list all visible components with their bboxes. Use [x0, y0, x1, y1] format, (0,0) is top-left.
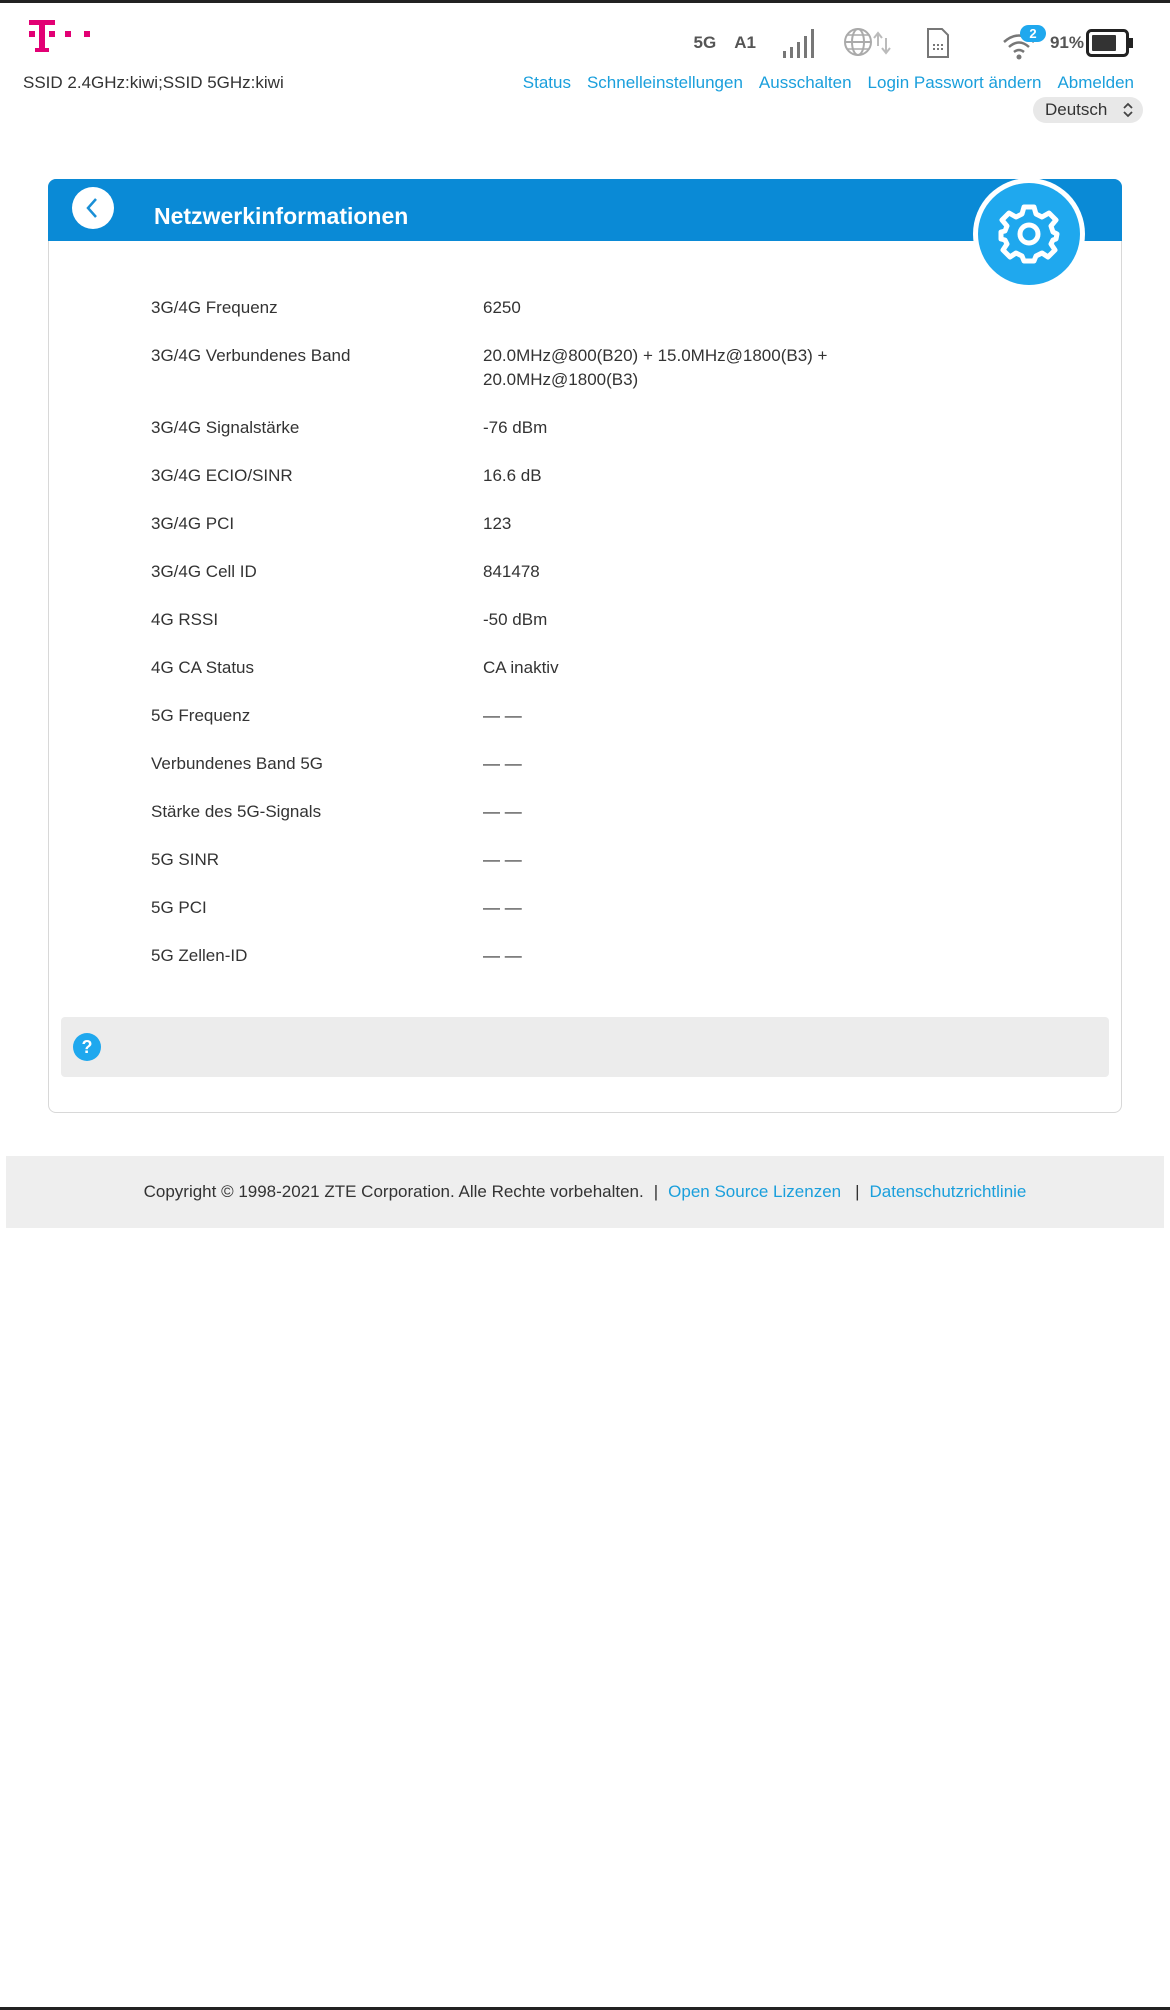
info-value: 16.6 dB: [483, 466, 542, 485]
nav-logout-link[interactable]: Abmelden: [1057, 73, 1134, 92]
info-row: [151, 704, 1051, 728]
battery-percent: 91%: [1049, 33, 1084, 52]
info-value: -50 dBm: [483, 610, 548, 629]
info-label: 5G Zellen-ID: [151, 946, 248, 965]
status-bar: [694, 21, 1134, 65]
info-value: 6250: [483, 298, 521, 317]
info-value: -76 dBm: [483, 418, 548, 437]
wifi-indicator: [1002, 25, 1046, 61]
open-source-link[interactable]: Open Source Lizenzen: [668, 1182, 842, 1201]
carrier-name: A1: [734, 33, 756, 52]
info-value: — —: [483, 754, 522, 773]
info-label: 3G/4G Signalstärke: [151, 418, 300, 437]
info-label: 4G RSSI: [151, 610, 219, 629]
signal-bars-icon: [782, 27, 816, 59]
nav-shutdown-link[interactable]: Ausschalten: [758, 73, 852, 92]
info-value: 841478: [483, 562, 540, 581]
info-row: [151, 752, 1051, 776]
info-label: 3G/4G Verbundenes Band: [151, 346, 351, 365]
info-value: — —: [483, 898, 522, 917]
sim-card-icon: [926, 27, 950, 59]
info-label: 5G SINR: [151, 850, 220, 869]
nav-change-password-link[interactable]: Login Passwort ändern: [867, 73, 1042, 92]
info-label: 3G/4G PCI: [151, 514, 235, 533]
info-value: — —: [483, 802, 522, 821]
info-row: [151, 608, 1051, 632]
info-label: 5G Frequenz: [151, 706, 251, 725]
settings-badge: [973, 178, 1085, 290]
info-label: Stärke des 5G-Signals: [151, 802, 322, 821]
footer-separator: |: [653, 1182, 659, 1201]
back-button[interactable]: [72, 187, 114, 229]
info-row: [151, 848, 1051, 872]
footer: [6, 1156, 1164, 1228]
nav-quick-settings-link[interactable]: Schnelleinstellungen: [586, 73, 743, 92]
info-label: 3G/4G Frequenz: [151, 298, 278, 317]
language-select[interactable]: [1033, 97, 1143, 123]
top-header: [0, 3, 1170, 133]
help-icon[interactable]: ?: [73, 1033, 101, 1061]
telekom-logo-icon: [26, 17, 96, 53]
language-selected: Deutsch: [1045, 100, 1108, 119]
select-arrows-icon: [1121, 101, 1135, 119]
info-row: [151, 656, 1051, 680]
top-nav: [523, 73, 1134, 93]
info-value: — —: [483, 706, 522, 725]
info-row: [151, 560, 1051, 584]
network-info-card: [48, 179, 1122, 1113]
info-label: 4G CA Status: [151, 658, 254, 677]
gear-icon: [978, 183, 1080, 285]
ssid-info: SSID 2.4GHz:kiwi;SSID 5GHz:kiwi: [23, 73, 284, 92]
info-value: — —: [483, 946, 522, 965]
card-header: [48, 179, 1122, 241]
info-label: 3G/4G Cell ID: [151, 562, 257, 581]
wifi-clients-badge: 2: [1020, 25, 1046, 42]
page-title: Netzwerkinformationen: [154, 203, 409, 229]
network-info-table: [151, 296, 1051, 992]
info-row: [151, 512, 1051, 536]
copyright-text: Copyright © 1998-2021 ZTE Corporation. Alle Rechte vorbehalten.: [143, 1182, 644, 1201]
battery-icon: [1086, 29, 1134, 57]
info-label: Verbundenes Band 5G: [151, 754, 324, 773]
globe-icon: [842, 26, 892, 60]
nav-status-link[interactable]: Status: [522, 73, 571, 92]
info-row: [151, 416, 1051, 440]
back-arrow-icon: [72, 187, 114, 229]
info-row: [151, 800, 1051, 824]
network-type: 5G: [693, 33, 717, 52]
info-row: [151, 344, 1051, 392]
info-row: [151, 896, 1051, 920]
info-value: 123: [483, 514, 512, 533]
info-label: 5G PCI: [151, 898, 207, 917]
privacy-link[interactable]: Datenschutzrichtlinie: [869, 1182, 1027, 1201]
info-row: [151, 944, 1051, 968]
info-label: 3G/4G ECIO/SINR: [151, 466, 293, 485]
footer-separator: |: [855, 1182, 860, 1201]
help-section: [61, 1017, 1109, 1077]
info-value: — —: [483, 850, 522, 869]
info-value: 20.0MHz@800(B20) + 15.0MHz@1800(B3) + 20.0MHz@1800(B3): [483, 346, 828, 389]
info-row: [151, 464, 1051, 488]
info-row: [151, 296, 1051, 320]
info-value: CA inaktiv: [483, 658, 559, 677]
